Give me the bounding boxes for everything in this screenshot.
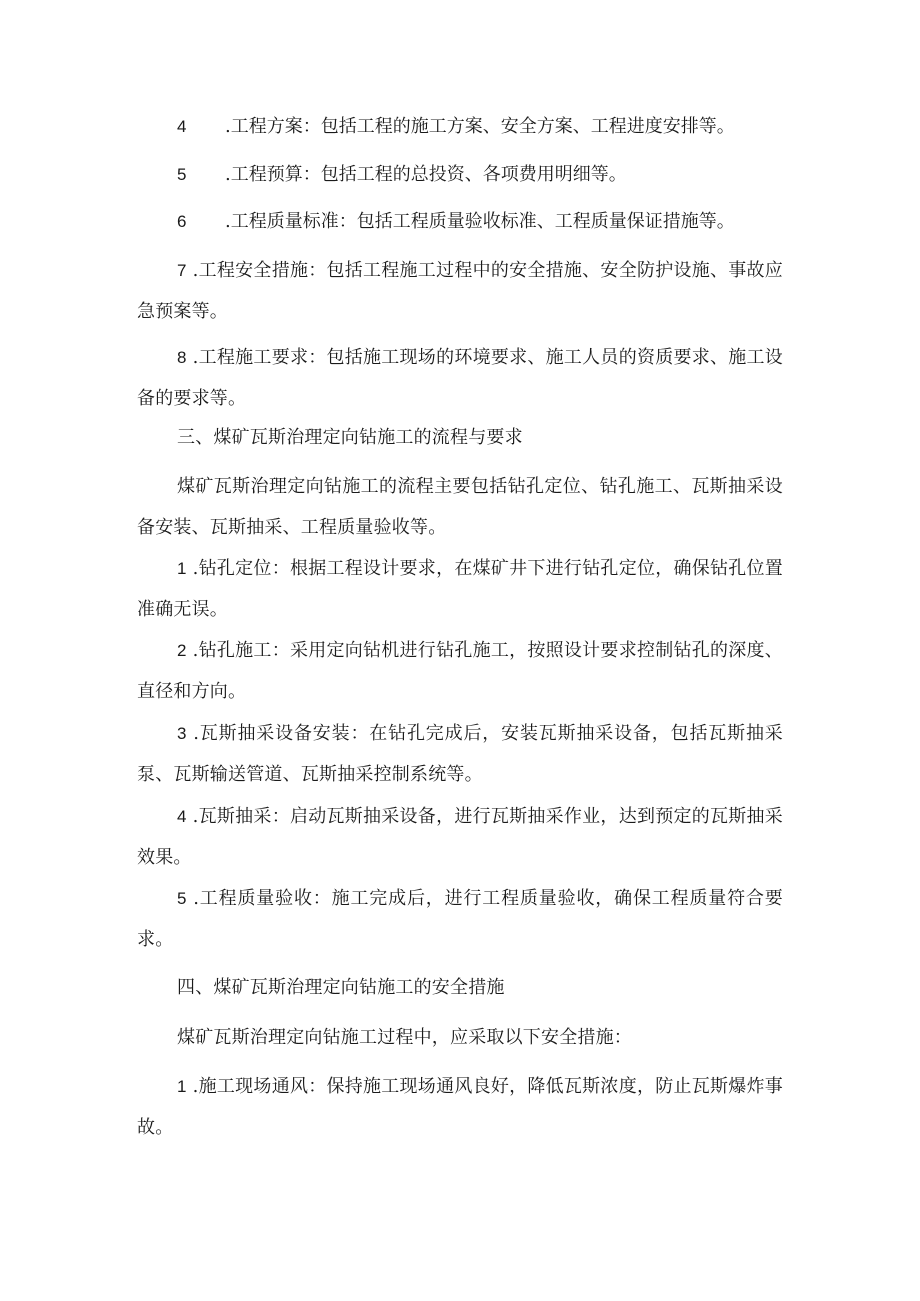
item-number: 1 — [177, 1077, 187, 1096]
item-number: 4 — [177, 117, 187, 136]
list-item — [137, 713, 783, 795]
item-number: 3 — [177, 724, 187, 743]
item-text: .钻孔定位：根据工程设计要求，在煤矿井下进行钻孔定位，确保钻孔位置准确无误。 — [137, 558, 784, 620]
item-text: .工程预算：包括工程的总投资、各项费用明细等。 — [225, 164, 627, 185]
item-text: .钻孔施工：采用定向钻机进行钻孔施工，按照设计要求控制钻孔的深度、直径和方向。 — [137, 640, 784, 702]
item-number: 8 — [177, 348, 187, 367]
list-item — [137, 1066, 783, 1148]
item-text: .工程质量标准：包括工程质量验收标准、工程质量保证措施等。 — [225, 211, 735, 232]
list-item — [137, 630, 783, 712]
list-item — [137, 250, 783, 332]
section-intro: 煤矿瓦斯治理定向钻施工过程中，应采取以下安全措施： — [177, 1027, 632, 1048]
item-text: .工程方案：包括工程的施工方案、安全方案、工程进度安排等。 — [225, 116, 735, 137]
list-item — [137, 106, 735, 147]
item-text: .瓦斯抽采：启动瓦斯抽采设备，进行瓦斯抽采作业，达到预定的瓦斯抽采效果。 — [137, 806, 784, 868]
item-text: .工程质量验收：施工完成后，进行工程质量验收，确保工程质量符合要求。 — [137, 888, 783, 950]
list-item — [137, 154, 627, 195]
item-number: 1 — [177, 559, 187, 578]
item-number: 5 — [177, 889, 187, 908]
item-text: .工程安全措施：包括工程施工过程中的安全措施、安全防护设施、事故应急预案等。 — [137, 260, 784, 322]
list-item — [137, 796, 783, 878]
item-text: .施工现场通风：保持施工现场通风良好，降低瓦斯浓度，防止瓦斯爆炸事故。 — [137, 1076, 784, 1138]
list-item — [137, 337, 783, 419]
list-item — [137, 201, 735, 242]
section-heading: 三、煤矿瓦斯治理定向钻施工的流程与要求 — [177, 427, 523, 448]
item-number: 7 — [177, 261, 187, 280]
item-number: 2 — [177, 641, 187, 660]
section-heading: 四、煤矿瓦斯治理定向钻施工的安全措施 — [177, 977, 505, 998]
item-text: .工程施工要求：包括施工现场的环境要求、施工人员的资质要求、施工设备的要求等。 — [137, 347, 784, 409]
item-number: 4 — [177, 807, 187, 826]
item-text: .瓦斯抽采设备安装：在钻孔完成后，安装瓦斯抽采设备，包括瓦斯抽采泵、瓦斯输送管道、瓦斯抽采控制系统等。 — [137, 723, 783, 785]
item-number: 6 — [177, 212, 187, 231]
item-number: 5 — [177, 165, 187, 184]
section-intro: 煤矿瓦斯治理定向钻施工的流程主要包括钻孔定位、钻孔施工、瓦斯抽采设备安装、瓦斯抽采、工程质量验收等。 — [137, 476, 783, 538]
list-item — [137, 548, 783, 630]
list-item — [137, 878, 783, 960]
